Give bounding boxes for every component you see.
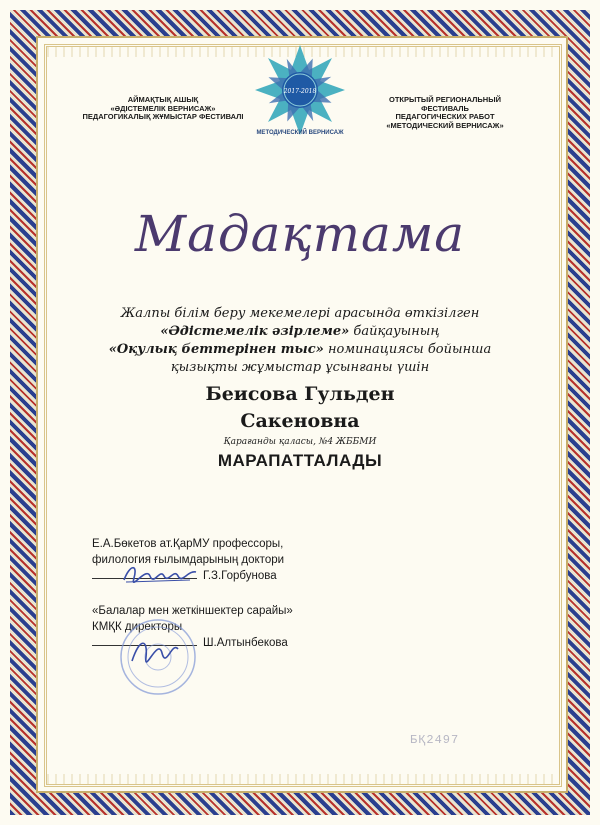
header-right-line: ПЕДАГОГИЧЕСКИХ РАБОТ — [395, 112, 495, 122]
signer-title: «Балалар мен жеткіншектер сарайы» — [92, 605, 293, 617]
header-right-line: «МЕТОДИЧЕСКИЙ ВЕРНИСАЖ» — [386, 120, 504, 130]
contest-name: «Әдістемелік әзірлеме» — [160, 324, 350, 339]
signer-title: КМҚК директоры — [92, 621, 183, 633]
body-line — [90, 341, 510, 359]
award-text: МАРАПАТТАЛАДЫ — [217, 451, 383, 470]
body-line: қызықты жұмыстар ұсынғаны үшін — [170, 360, 430, 375]
serial-number: БҚ2497 — [410, 733, 460, 747]
nomination-name: «Оқулық беттерінен тыс» — [108, 342, 324, 357]
certificate-body — [90, 305, 510, 377]
header-right-line: ФЕСТИВАЛЬ — [421, 103, 469, 113]
signer-name: Г.З.Горбунова — [203, 570, 277, 582]
recipient-name: Беисова Гульден — [205, 383, 395, 405]
header-left-line: «ӘДІСТЕМЕЛІК ВЕРНИСАЖ» — [110, 103, 216, 113]
header-right — [360, 96, 530, 131]
header-left — [78, 96, 248, 122]
body-line: Жалпы білім беру мекемелері арасында өткізілген — [120, 306, 480, 321]
header-left-line: АЙМАҚТЫҚ АШЫҚ — [127, 95, 199, 104]
recipient-patronymic: Сакеновна — [240, 410, 360, 432]
festival-logo-icon — [240, 40, 360, 140]
signer-title: Е.А.Бөкетов ат.ҚарМУ профессоры, — [92, 538, 284, 550]
certificate-title: Мадақтама — [134, 205, 466, 263]
header-left-line: ПЕДАГОГИКАЛЫҚ ЖҰМЫСТАР ФЕСТИВАЛІ — [82, 112, 244, 122]
body-line-rest: номинациясы бойынша — [323, 342, 492, 357]
signer-name: Ш.Алтынбекова — [203, 637, 288, 649]
official-stamp-icon — [118, 617, 198, 697]
handwritten-signature-1 — [120, 560, 200, 588]
logo-year: 2017-2018 — [283, 88, 317, 95]
header-right-line: ОТКРЫТЫЙ РЕГИОНАЛЬНЫЙ — [389, 95, 501, 104]
logo-caption: МЕТОДИЧЕСКИЙ ВЕРНИСАЖ — [256, 130, 344, 136]
signer-title: филология ғылымдарының доктори — [92, 554, 285, 566]
body-line-rest: байқауының — [349, 324, 440, 339]
body-line — [90, 323, 510, 341]
recipient-place: Қарағанды қаласы, №4 ЖББМИ — [223, 437, 377, 447]
